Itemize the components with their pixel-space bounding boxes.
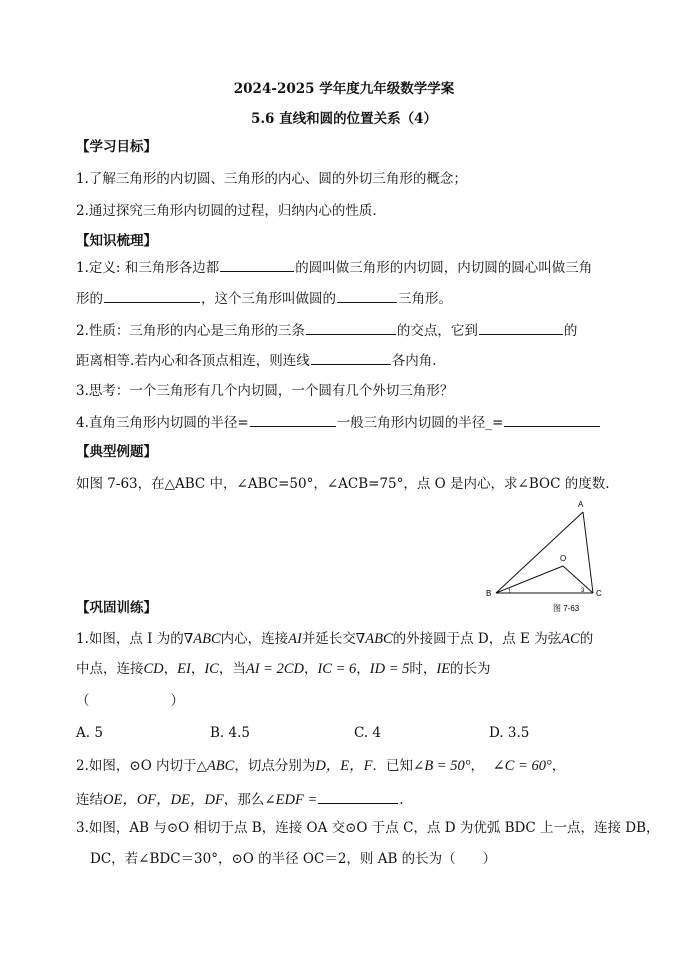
fill-blank[interactable] bbox=[318, 789, 398, 804]
incenter-label-o: O bbox=[560, 554, 567, 563]
practice-heading: 【巩固训练】 bbox=[76, 600, 157, 616]
objective-item-1: 1.了解三角形的内切圆、三角形的内心、圆的外切三角形的概念； bbox=[76, 171, 467, 187]
fill-blank[interactable] bbox=[220, 257, 294, 272]
fill-blank[interactable] bbox=[104, 288, 200, 303]
definition-line-2: 形的 ，这个三角形叫做圆的 三角形。 bbox=[76, 288, 452, 308]
segment-co bbox=[563, 566, 593, 593]
definition-line-1: 1.定义: 和三角形各边都 的圆叫做三角形的内切圆，内切圆的圆心叫做三角 bbox=[76, 257, 592, 277]
fill-blank[interactable] bbox=[479, 320, 563, 335]
example-heading: 【典型例题】 bbox=[76, 444, 157, 460]
question-1-line-1: 1.如图，点 I 为的∇ABC内心，连接AI并延长交∇ABC的外接圆于点 D，点 E 为弦AC的 bbox=[76, 631, 594, 647]
angle-label-3: 3 bbox=[581, 588, 585, 594]
option-d[interactable]: D. 3.5 bbox=[489, 725, 530, 741]
triangle-figure bbox=[470, 495, 630, 615]
option-b[interactable]: B. 4.5 bbox=[210, 725, 250, 741]
vertex-label-a: A bbox=[578, 500, 584, 509]
objective-item-2: 2.通过探究三角形内切圆的过程，归纳内心的性质. bbox=[76, 203, 377, 219]
property-line-2: 距离相等.若内心和各顶点相连，则连线 各内角. bbox=[76, 350, 437, 370]
question-3-line-1: 3.如图，AB 与⊙O 相切于点 B，连接 OA 交⊙O 于点 C，点 D 为优弧 BDC 上一点，连接 DB， bbox=[76, 820, 660, 836]
fill-blank[interactable] bbox=[306, 320, 396, 335]
angle-label-1: 1 bbox=[508, 589, 512, 595]
page-title: 2024-2025 学年度九年级数学学案 bbox=[233, 81, 455, 97]
question-2-line-1: 2.如图，⊙O 内切于△ABC，切点分别为D，E，F．已知∠B = 50°， ∠C = 60°， bbox=[76, 758, 566, 774]
fill-blank[interactable] bbox=[311, 350, 391, 365]
option-a[interactable]: A. 5 bbox=[76, 725, 103, 741]
option-c[interactable]: C. 4 bbox=[354, 725, 382, 741]
objectives-heading: 【学习目标】 bbox=[76, 139, 157, 155]
fill-blank[interactable] bbox=[504, 412, 600, 427]
question-2-line-2: 连结OE，OF，DE，DF，那么∠EDF = . bbox=[76, 789, 404, 809]
fill-blank[interactable] bbox=[337, 288, 397, 303]
fill-blank[interactable] bbox=[250, 412, 336, 427]
vertex-label-c: C bbox=[596, 589, 602, 598]
example-problem: 如图 7-63，在△ABC 中，∠ABC=50°，∠ACB=75°，点 O 是内心，求∠BOC 的度数. bbox=[76, 476, 610, 492]
side-ac bbox=[583, 512, 593, 593]
question-3-line-2: DC，若∠BDC＝30°，⊙O 的半径 OC＝2，则 AB 的长为（ ） bbox=[90, 851, 497, 867]
knowledge-heading: 【知识梳理】 bbox=[76, 233, 157, 249]
radius-line: 4.直角三角形内切圆的半径= 一般三角形内切圆的半径_= bbox=[76, 412, 601, 432]
question-1-options bbox=[76, 724, 596, 742]
think-question: 3.思考：一个三角形有几个内切圆，一个圆有几个外切三角形？ bbox=[76, 383, 454, 399]
question-1-line-2: 中点，连接CD，EI，IC，当AI = 2CD，IC = 6，ID = 5时，IE的长为 bbox=[76, 661, 491, 677]
question-1-answer-paren: （ ） bbox=[76, 693, 184, 709]
property-line-1: 2.性质：三角形的内心是三角形的三条 的交点，它到 的 bbox=[76, 320, 577, 340]
vertex-label-b: B bbox=[486, 589, 492, 598]
lesson-subtitle: 5.6 直线和圆的位置关系（4） bbox=[250, 111, 438, 127]
segment-bo bbox=[496, 566, 563, 593]
figure-caption: 图 7-63 bbox=[553, 604, 580, 613]
side-ab bbox=[496, 512, 583, 593]
